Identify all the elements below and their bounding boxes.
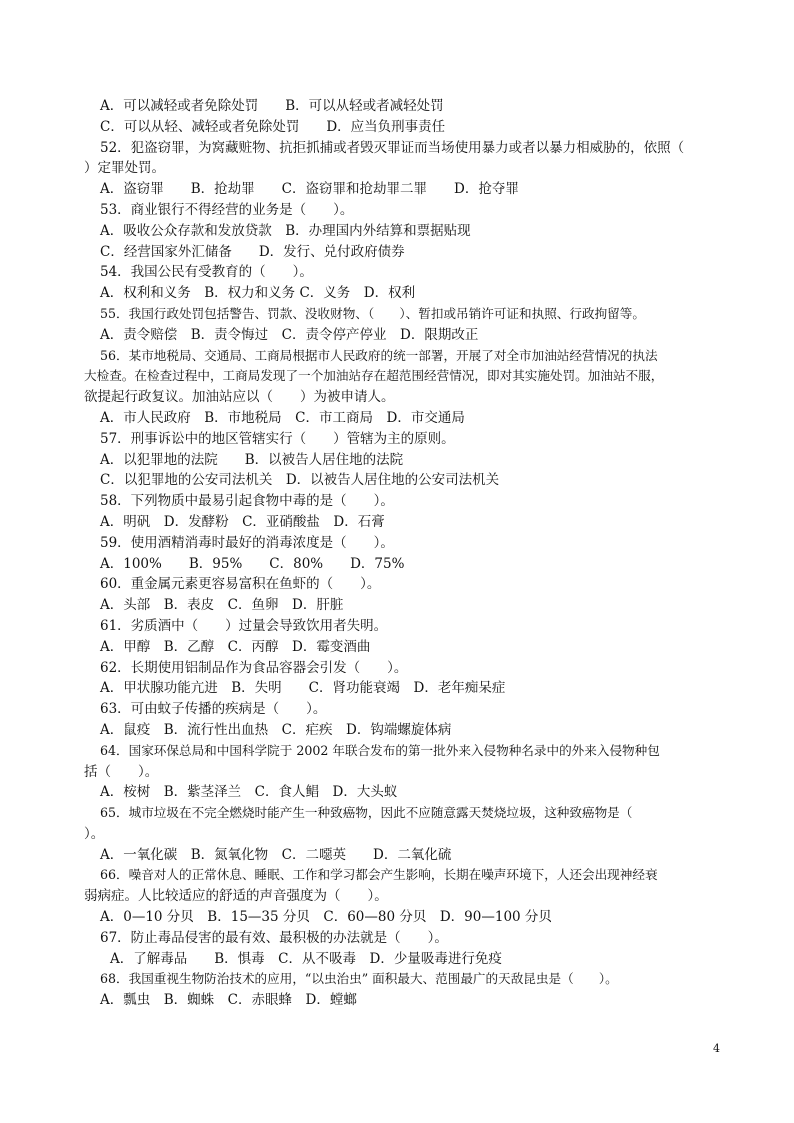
question-line: 括（ ）。 <box>84 763 159 780</box>
page-number: 4 <box>713 1042 720 1055</box>
question-line: 64．国家环保总局和中国科学院于 2002 年联合发布的第一批外来入侵物种名录中的外来入侵物种包 <box>100 742 660 758</box>
question-line: 59．使用酒精消毒时最好的消毒浓度是（ ）。 <box>100 534 394 551</box>
question-line: 大检查。在检查过程中，工商局发现了一个加油站存在超范围经营情况，即对其实施处罚。加油站不服， <box>84 368 664 384</box>
question-line: 弱病症。人比较适应的舒适的声音强度为（ ）。 <box>84 888 388 905</box>
option-line: A．100% B．95% C．80% D．75% <box>100 555 405 572</box>
question-line: 62．长期使用铝制品作为食品容器会引发（ ）。 <box>100 659 408 676</box>
option-line: C．以犯罪地的公安司法机关 D．以被告人居住地的公安司法机关 <box>100 472 500 489</box>
option-line: A．责令赔偿 B．责令悔过 C．责令停产停业 D．限期改正 <box>100 326 479 343</box>
option-line: A．甲醇 B．乙醇 C．丙醇 D．霉变酒曲 <box>100 638 371 655</box>
question-line: 67．防止毒品侵害的最有效、最积极的办法就是（ ）。 <box>100 929 448 946</box>
option-line: A．一氧化碳 B．氮氧化物 C．二噁英 D．二氧化硫 <box>100 846 452 863</box>
question-line: 63．可由蚊子传播的疾病是（ ）。 <box>100 701 327 718</box>
question-line: 65．城市垃圾在不完全燃烧时能产生一种致癌物，因此不应随意露天焚烧垃圾，这种致癌物是（ <box>100 805 633 821</box>
option-line: A．头部 B．表皮 C．鱼卵 D．肝脏 <box>100 597 344 614</box>
question-line: 欲提起行政复议。加油站应以（ ）为被申请人。 <box>84 389 395 406</box>
question-line: ）。 <box>84 825 105 842</box>
option-line: A．瓢虫 B．蜘蛛 C．赤眼蜂 D．螳螂 <box>100 992 357 1009</box>
option-line: A．盗窃罪 B．抢劫罪 C．盗窃罪和抢劫罪二罪 D．抢夺罪 <box>100 181 519 198</box>
question-line: 52．犯盗窃罪，为窝藏赃物、抗拒抓捕或者毁灭罪证而当场使用暴力或者以暴力相威胁的，依照（ <box>100 139 685 156</box>
option-line: C．经营国家外汇储备 D．发行、兑付政府债券 <box>100 243 405 260</box>
question-line: 66．噪音对人的正常休息、睡眠、工作和学习都会产生影响，长期在噪声环境下，人还会出现神经衰 <box>100 867 658 883</box>
option-line: A．了解毒品 B．惧毒 C．从不吸毒 D．少量吸毒进行免疫 <box>110 950 502 967</box>
question-line: 60．重金属元素更容易富积在鱼虾的（ ）。 <box>100 576 381 593</box>
question-line: 56．某市地税局、交通局、工商局根据市人民政府的统一部署，开展了对全市加油站经营情况的执法 <box>100 347 658 363</box>
option-line: A．吸收公众存款和发放贷款 B．办理国内外结算和票据贴现 <box>100 222 471 239</box>
option-line: A．权利和义务 B．权力和义务 C．义务 D．权利 <box>100 285 416 302</box>
option-line: A．甲状腺功能亢进 B．失明 C．肾功能衰竭 D．老年痴呆症 <box>100 680 506 697</box>
option-line: A．以犯罪地的法院 B．以被告人居住地的法院 <box>100 451 404 468</box>
question-list <box>84 96 716 1011</box>
question-line: 61．劣质酒中（ ）过量会导致饮用者失明。 <box>100 617 388 634</box>
option-line: A．可以减轻或者免除处罚 B．可以从轻或者减轻处罚 <box>100 98 444 114</box>
question-line: 53．商业银行不得经营的业务是（ ）。 <box>100 201 354 218</box>
option-line: A．0—10 分贝 B．15—35 分贝 C．60—80 分贝 D．90—100 分贝 <box>100 909 552 926</box>
question-line: 68．我国重视生物防治技术的应用，“以虫治虫” 面积最大、范围最广的天敌昆虫是（ ）。 <box>100 971 618 987</box>
question-line: 58．下列物质中最易引起食物中毒的是（ ）。 <box>100 493 394 510</box>
question-line: 54．我国公民有受教育的（ ）。 <box>100 264 313 281</box>
option-line: A．鼠疫 B．流行性出血热 C．疟疾 D．钩端螺旋体病 <box>100 721 452 738</box>
option-line: A．桉树 B．紫茎泽兰 C．食人鲳 D．大头蚁 <box>100 784 398 801</box>
question-line: 55．我国行政处罚包括警告、罚款、没收财物、（ ）、暂扣或吊销许可证和执照、行政拘留等。 <box>100 305 645 321</box>
option-line: A．明矾 D．发酵粉 C．亚硝酸盐 D．石膏 <box>100 513 385 530</box>
question-line: 57．刑事诉讼中的地区管辖实行（ ）管辖为主的原则。 <box>100 430 455 447</box>
option-line: C．可以从轻、减轻或者免除处罚 D．应当负刑事责任 <box>100 118 446 135</box>
option-line: A．市人民政府 B．市地税局 C．市工商局 D．市交通局 <box>100 409 465 426</box>
question-line: ）定罪处罚。 <box>84 160 165 177</box>
